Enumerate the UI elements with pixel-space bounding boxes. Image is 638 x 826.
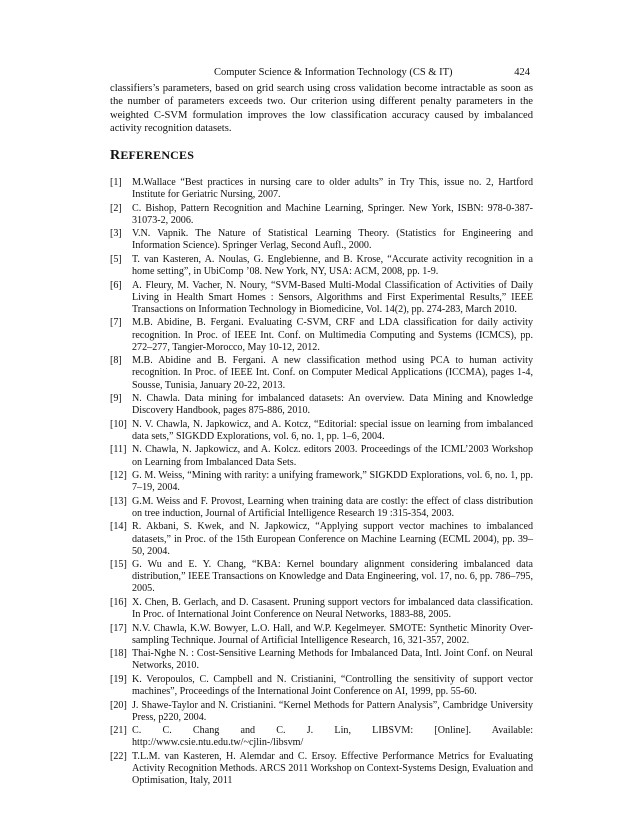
reference-item [110, 674, 533, 698]
reference-number: [20] [110, 699, 127, 711]
reference-text: G. Wu and E. Y. Chang, “KBA: Kernel boundary alignment considering imbalanced data distribution,” IEEE Transactions on Knowledge and Data Engineering, vol. 17, no. 6, pp. 786–795, 2005. [132, 559, 533, 595]
reference-text: G.M. Weiss and F. Provost, Learning when training data are costly: the effect of class distribution on tree induction, Journal of Artificial Intelligence Research 19 :315-354, 2003. [132, 495, 533, 519]
reference-text: C. C. Chang and C. J. Lin, LIBSVM: [Online]. Available: http://www.csie.ntu.edu.tw/~cjlin-/libsvm/ [132, 725, 533, 749]
reference-text: N. Chawla, N. Japkowicz, and A. Kolcz. editors 2003. Proceedings of the ICML’2003 Workshop on Learning from Imbalanced Data Sets. [132, 444, 533, 468]
reference-number: [14] [110, 521, 127, 533]
reference-item [110, 393, 533, 417]
reference-number: [1] [110, 177, 122, 188]
reference-item [110, 751, 533, 787]
reference-number: [12] [110, 470, 127, 482]
reference-text: N. V. Chawla, N. Japkowicz, and A. Kotcz, “Editorial: special issue on learning from imbalanced data sets,” SIGKDD Explorations, vol. 6, no. 1, pp. 1–6, 2004. [132, 418, 533, 442]
reference-text: A. Fleury, M. Vacher, N. Noury, “SVM-Based Multi-Modal Classification of Activities of Daily Living in Health Smart Homes : Sensors, Algorithms and First Experimental Results,” IEEE Transactions on Information Technology in Biomedicine, Vol. 14(2), pp. 274-283, March 2010. [132, 279, 533, 315]
references-list [110, 177, 533, 789]
page-number: 424 [514, 67, 530, 78]
reference-number: [18] [110, 648, 127, 660]
reference-text: R. Akbani, S. Kwek, and N. Japkowicz, “Applying support vector machines to imbalanced datasets,” in Proc. of the 15th European Conference on Machine Learning (ECML 2004), pp. 39–50, 2004. [132, 521, 533, 557]
intro-paragraph: classifiers’s parameters, based on grid search using cross validation become intractable as soon as the number of parameters exceeds two. Our criterion using different penalty parameters in the weighted C-SVM formulation improves the low classification accuracy caused by imbalanced activity recognition datasets. [110, 83, 533, 135]
reference-text: T.L.M. van Kasteren, H. Alemdar and C. Ersoy. Effective Performance Metrics for Evaluating Activity Recognition Methods. ARCS 2011 Workshop on Context-Systems Design, Evaluation and Optimisation, Italy, 2011 [132, 750, 533, 787]
reference-item [110, 280, 533, 316]
reference-number: [19] [110, 673, 127, 685]
journal-title: Computer Science & Information Technology (CS & IT) [214, 67, 453, 78]
reference-item [110, 228, 533, 252]
reference-number: [9] [110, 393, 122, 405]
reference-text: M.Wallace “Best practices in nursing care to older adults” in Try This, issue no. 2, Hartford Institute for Geriatric Nursing, 2007. [132, 177, 533, 201]
reference-number: [8] [110, 355, 122, 367]
reference-item [110, 444, 533, 468]
reference-number: [13] [110, 495, 127, 507]
references-heading-initial: R [110, 148, 121, 163]
reference-item [110, 177, 533, 201]
reference-item [110, 203, 533, 227]
reference-item [110, 725, 533, 749]
reference-item [110, 700, 533, 724]
reference-number: [15] [110, 559, 127, 571]
reference-text: N.V. Chawla, K.W. Bowyer, L.O. Hall, and W.P. Kegelmeyer. SMOTE: Synthetic Minority Over-sampling Technique. Journal of Artificial Intelligence Research, 16, 321-357, 2002. [132, 622, 533, 646]
reference-text: M.B. Abidine, B. Fergani. Evaluating C-SVM, CRF and LDA classification for daily activity recognition. In Proc. of IEEE Int. Conf. on Multimedia Computing and Systems (ICMCS), pp. 272–277, Tangier-Morocco, May 10-12, 2012. [132, 317, 533, 353]
reference-text: J. Shawe-Taylor and N. Cristianini. “Kernel Methods for Pattern Analysis”, Cambridge University Press, p220, 2004. [132, 699, 533, 723]
reference-text: Thai-Nghe N. : Cost-Sensitive Learning Methods for Imbalanced Data, Intl. Joint Conf. on Neural Networks, 2010. [132, 648, 533, 672]
reference-item [110, 559, 533, 595]
reference-text: K. Veropoulos, C. Campbell and N. Cristianini, “Controlling the sensitivity of support vector machines”, Proceedings of the International Joint Conference on AI, 1999, pp. 55-60. [132, 673, 533, 698]
reference-number: [3] [110, 228, 122, 240]
reference-text: G. M. Weiss, “Mining with rarity: a unifying framework,” SIGKDD Explorations, vol. 6, no. 1, pp. 7–19, 2004. [132, 470, 533, 494]
reference-text: V.N. Vapnik. The Nature of Statistical Learning Theory. (Statistics for Engineering and Information Science). Springer Verlag, Second Aufl., 2000. [132, 228, 533, 252]
reference-number: [17] [110, 622, 127, 634]
references-heading-rest: EFERENCES [120, 148, 195, 162]
reference-item [110, 623, 533, 647]
references-heading [110, 148, 194, 164]
reference-item [110, 419, 533, 443]
reference-text: T. van Kasteren, A. Noulas, G. Englebienne, and B. Krose, “Accurate activity recognition in a home setting”, in UbiComp ’08. New York, NY, USA: ACM, 2008, pp. 1-9. [132, 253, 533, 278]
reference-number: [16] [110, 596, 127, 608]
reference-number: [11] [110, 444, 127, 456]
reference-item [110, 317, 533, 353]
reference-text: X. Chen, B. Gerlach, and D. Casasent. Pruning support vectors for imbalanced data classification. In Proc. of International Joint Conference on Neural Networks, 1883-88, 2005. [132, 596, 533, 621]
reference-item [110, 254, 533, 278]
reference-number: [5] [110, 253, 122, 265]
reference-number: [21] [110, 725, 127, 737]
reference-number: [7] [110, 317, 122, 329]
reference-item [110, 521, 533, 557]
reference-number: [10] [110, 418, 127, 430]
reference-text: C. Bishop, Pattern Recognition and Machine Learning, Springer. New York, ISBN: 978-0-387-31073-2, 2006. [132, 202, 533, 226]
reference-number: [6] [110, 279, 122, 291]
reference-item [110, 648, 533, 672]
reference-number: [2] [110, 202, 122, 214]
reference-number: [22] [110, 750, 127, 762]
reference-item [110, 597, 533, 621]
reference-item [110, 470, 533, 494]
reference-item [110, 496, 533, 520]
reference-text: M.B. Abidine and B. Fergani. A new classification method using PCA to human activity recognition. In Proc. of IEEE Int. Conf. on Computer Medical Applications (ICCMA), pages 1-4, Sousse, Tunisia, January 20-22, 2013. [132, 355, 533, 391]
reference-item [110, 355, 533, 391]
reference-text: N. Chawla. Data mining for imbalanced datasets: An overview. Data Mining and Knowledge Discovery Handbook, pages 875-886, 2010. [132, 393, 533, 417]
